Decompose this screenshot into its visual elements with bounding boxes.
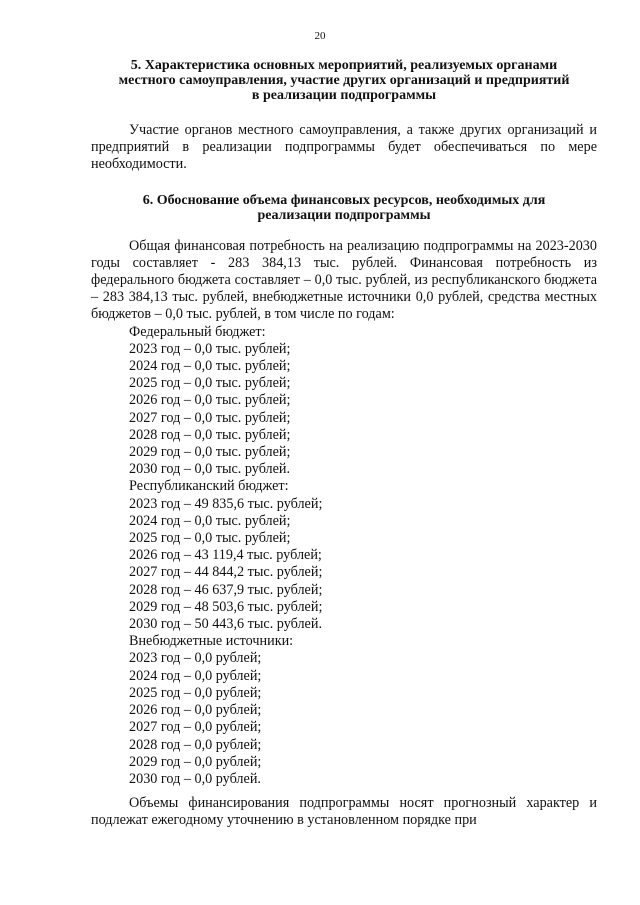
funding-group-label: Федеральный бюджет: (129, 323, 266, 340)
funding-year-item: 2027 год – 0,0 рублей; (129, 719, 262, 736)
financing-note-paragraph: Объемы финансирования подпрограммы носят прогнозный характер и подлежат ежегодному уточнению в установленном порядке при (91, 795, 597, 829)
funding-year-item: 2030 год – 50 443,6 тыс. рублей. (129, 616, 322, 633)
funding-year-item: 2023 год – 0,0 рублей; (129, 650, 262, 667)
funding-year-item: 2026 год – 0,0 рублей; (129, 702, 262, 719)
funding-year-item: 2028 год – 0,0 тыс. рублей; (129, 426, 291, 443)
section-6-heading-line: реализации подпрограммы (257, 207, 431, 223)
document-body (91, 58, 597, 830)
funding-year-item: 2025 год – 0,0 тыс. рублей; (129, 375, 291, 392)
section-5-heading-line: местного самоуправления, участие других организаций и предприятий (118, 73, 570, 88)
funding-year-item: 2023 год – 0,0 тыс. рублей; (129, 340, 291, 357)
funding-group-republican (91, 478, 597, 633)
funding-year-item: 2030 год – 0,0 тыс. рублей. (129, 461, 291, 478)
page-number: 20 (314, 30, 326, 42)
section-5-paragraph: Участие органов местного самоуправления, а также других организаций и предприятий в реализации подпрограммы будет обеспечиваться по мере необходимости. (91, 122, 597, 173)
funding-year-item: 2030 год – 0,0 рублей. (129, 770, 261, 787)
funding-year-item: 2028 год – 0,0 рублей; (129, 736, 262, 753)
funding-year-item: 2028 год – 46 637,9 тыс. рублей; (129, 581, 323, 598)
funding-year-item: 2027 год – 44 844,2 тыс. рублей; (129, 564, 323, 581)
funding-year-item: 2024 год – 0,0 тыс. рублей; (129, 358, 291, 375)
section-5-heading (91, 58, 597, 103)
funding-group-label: Внебюджетные источники: (129, 633, 294, 650)
funding-year-item: 2023 год – 49 835,6 тыс. рублей; (129, 495, 323, 512)
funding-group-extrabudgetary (91, 633, 597, 788)
funding-year-item: 2029 год – 48 503,6 тыс. рублей; (129, 598, 323, 615)
funding-year-item: 2029 год – 0,0 рублей; (129, 753, 262, 770)
funding-year-item: 2024 год – 0,0 рублей; (129, 667, 262, 684)
funding-year-item: 2027 год – 0,0 тыс. рублей; (129, 409, 291, 426)
funding-year-item: 2024 год – 0,0 тыс. рублей; (129, 512, 291, 529)
funding-group-federal (91, 324, 597, 479)
section-6-paragraph: Общая финансовая потребность на реализацию подпрограммы на 2023-2030 годы составляет - 283 384,13 тыс. рублей. Финансовая потребность из федерального бюджета составляет – 0,0 тыс. рублей, из республиканского бюджета – 283 384,13 тыс. рублей, внебюджетные источники 0,0 рублей, средства местных бюджетов – 0,0 тыс. рублей, в том числе по годам: (91, 237, 597, 323)
funding-year-list (91, 496, 597, 634)
funding-year-list (91, 341, 597, 479)
section-6-heading (91, 193, 597, 223)
funding-year-list (91, 650, 597, 788)
funding-year-item: 2026 год – 0,0 тыс. рублей; (129, 392, 291, 409)
section-5-heading-line: 5. Характеристика основных мероприятий, реализуемых органами (130, 58, 558, 73)
section-5-heading-line: в реализации подпрограммы (251, 88, 437, 103)
funding-year-item: 2029 год – 0,0 тыс. рублей; (129, 444, 291, 461)
funding-year-item: 2026 год – 43 119,4 тыс. рублей; (129, 547, 322, 564)
funding-group-label: Республиканский бюджет: (129, 478, 289, 495)
funding-year-item: 2025 год – 0,0 тыс. рублей; (129, 530, 291, 547)
section-6-heading-line: 6. Обоснование объема финансовых ресурсов, необходимых для (142, 192, 546, 208)
funding-year-item: 2025 год – 0,0 рублей; (129, 684, 262, 701)
